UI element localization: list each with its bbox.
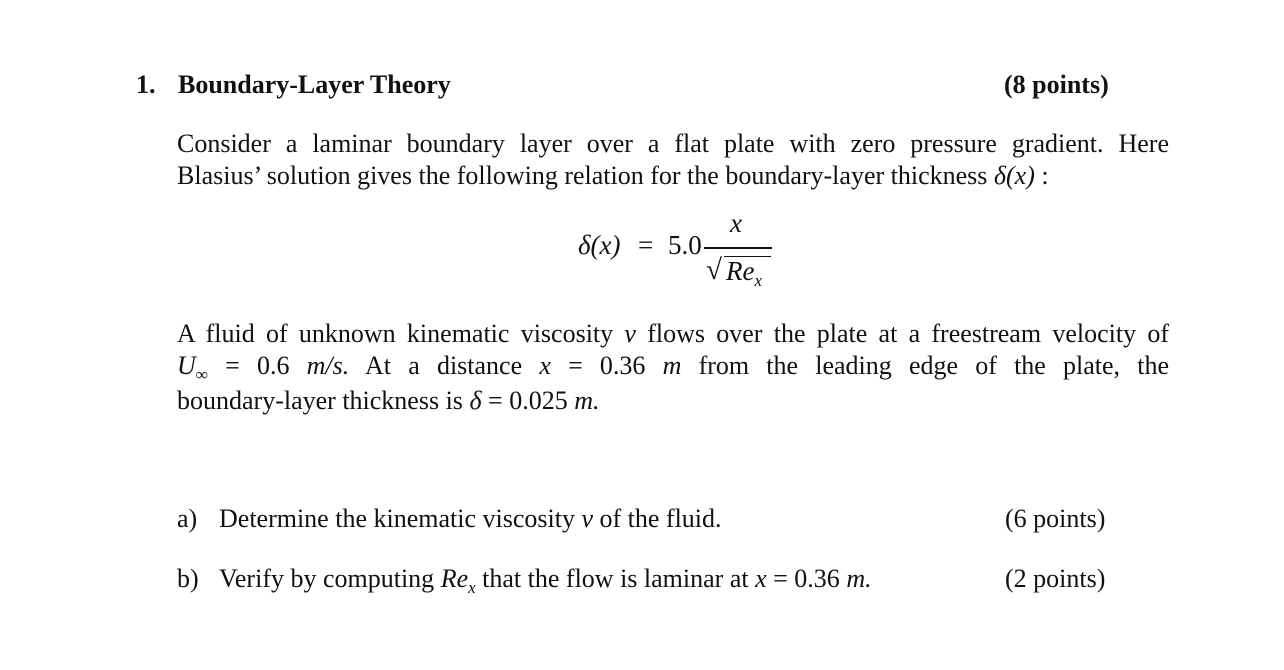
equation-denominator <box>726 256 763 290</box>
thickness-unit: m. <box>574 386 600 415</box>
u-symbol: U <box>177 351 196 380</box>
thickness-value: = 0.025 <box>488 386 568 415</box>
intro-line-1: Consider a laminar boundary layer over a flat plate with zero pressure gradient. Here <box>177 129 1169 158</box>
given-paragraph <box>177 318 1169 417</box>
question-b-text <box>219 564 872 597</box>
given-line-3a: boundary-layer thickness is <box>177 386 463 415</box>
distance-value: = 0.36 <box>568 351 646 380</box>
intro-line-2-text: Blasius’ solution gives the following relation for the boundary-layer thickness <box>177 161 988 190</box>
given-line-2b: from the leading edge of the plate, the <box>698 351 1170 380</box>
question-a-text <box>219 504 722 534</box>
equation-coefficient: 5.0 <box>668 230 702 260</box>
x-symbol: x <box>539 351 551 380</box>
question-b-re-main: Re <box>440 564 469 593</box>
question-b-points: (2 points) <box>1005 564 1106 593</box>
distance-unit: m <box>662 351 682 380</box>
question-b-value: = 0.36 <box>773 564 840 593</box>
question-b-unit: m. <box>846 564 872 593</box>
question-b-text-1: Verify by computing <box>219 564 435 593</box>
intro-line-2 <box>177 160 1169 192</box>
delta-symbol: δ <box>469 386 482 415</box>
sqrt-symbol: √ <box>706 254 722 286</box>
equation-numerator: x <box>730 208 742 238</box>
problem-points: (8 points) <box>1004 70 1109 99</box>
problem-title: Boundary-Layer Theory <box>178 70 451 99</box>
infinity-subscript: ∞ <box>195 365 208 384</box>
given-line-2 <box>177 350 1169 385</box>
question-a-label: a) <box>177 504 198 533</box>
given-line-1b: flows over the plate at a freestream velocity of <box>647 319 1170 348</box>
velocity-value: = 0.6 <box>225 351 290 380</box>
question-b-text-2: that the flow is laminar at <box>482 564 749 593</box>
question-a-nu: ν <box>581 504 593 533</box>
question-b-re-sub: x <box>468 578 476 597</box>
given-line-1 <box>177 318 1169 350</box>
question-a-points: (6 points) <box>1005 504 1106 533</box>
u-infinity <box>177 351 208 384</box>
question-a-text-1: Determine the kinematic viscosity <box>219 504 575 533</box>
question-b-label: b) <box>177 564 199 593</box>
fraction-bar <box>704 247 772 249</box>
denominator-re: Re <box>726 256 755 286</box>
question-b-x: x <box>755 564 767 593</box>
intro-colon: : <box>1041 161 1049 190</box>
equation-lhs: δ(x) <box>578 230 621 260</box>
equation-equals: = <box>638 230 654 260</box>
nu-symbol: ν <box>624 319 636 348</box>
given-line-3 <box>177 385 1169 417</box>
denominator-subscript: x <box>754 271 763 290</box>
intro-paragraph <box>177 128 1169 192</box>
question-b-re <box>440 564 476 597</box>
delta-x-symbol: δ(x) <box>993 161 1035 190</box>
velocity-unit: m/s. <box>306 351 350 380</box>
given-line-2a: At a distance <box>365 351 523 380</box>
question-a-text-2: of the fluid. <box>599 504 722 533</box>
given-line-1a: A fluid of unknown kinematic viscosity <box>177 319 614 348</box>
problem-number: 1. <box>136 70 156 99</box>
